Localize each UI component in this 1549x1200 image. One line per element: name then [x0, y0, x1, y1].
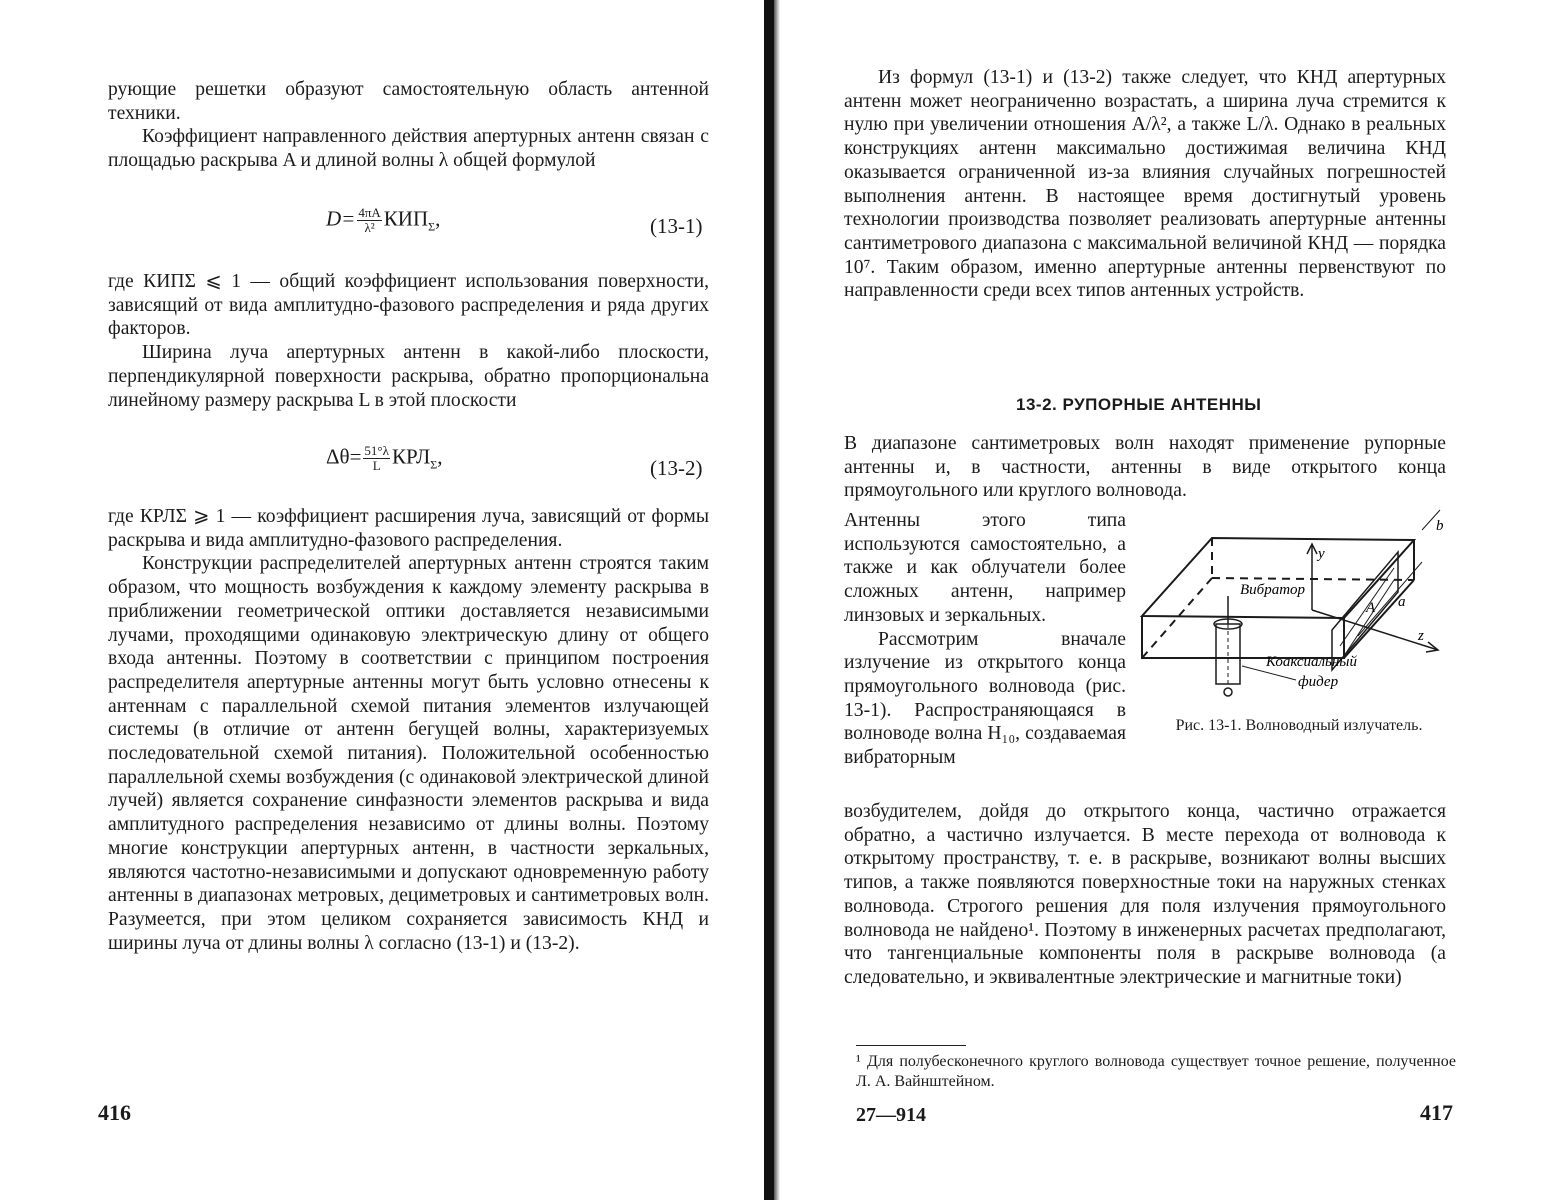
dimension-b-label: b	[1436, 518, 1444, 534]
coax-label-line-1: Коаксиальный	[1266, 654, 1357, 670]
section-heading: 13-2. РУПОРНЫЕ АНТЕННЫ	[1016, 395, 1262, 414]
left-text-bottom	[108, 505, 709, 955]
continuation-paragraph: рующие решетки образуют самостоятельную область антенной техники.	[108, 79, 709, 124]
equation-number-13-1: (13-1)	[650, 214, 703, 238]
formula-1-rhs: КИП	[383, 206, 429, 231]
left-page	[0, 0, 764, 1200]
coax-label-line-2: фидер	[1298, 674, 1339, 690]
formula-2-lhs: Δθ=	[326, 444, 362, 469]
where-2-paragraph: где КРЛΣ ⩾ 1 — коэффициент расширения луча, зависящий от формы раскрыва и вида амплитудно-фазового распределения.	[108, 506, 709, 551]
formula-2-fraction	[363, 444, 390, 473]
constructions-paragraph: Конструкции распределителей апертурных антенн строятся таким образом, что мощность возбуждения к каждому элементу раскрыва в приближении геометрической оптики доставляется независимыми лучами, проходящими одинаковую электрическую длину от общего входа антенны. Поэтому в соответствии с принципом построения распределителя апертурные антенны могут быть условно отнесены к антеннам с параллельной схемой питания элементов излучающей системы (в отличие от антенн бегущей волны, характеризуемых последовательной схемой питания). Положительной особенностью параллельной схемы возбуждения (с одинаковой электрической длиной лучей) является сохранение синфазности элементов раскрыва и вида амплитудного распределения независимо от длины волны. Поэтому многие конструкции апертурных антенн, в частности зеркальных, являются частотно-независимыми и допускают одновременную работу антенны в диапазонах метровых, дециметровых и сантиметровых волн. Разумеется, при этом целиком сохраняется зависимость КНД и ширины луча от длины волны λ согласно (13-1) и (13-2).	[108, 553, 709, 954]
formula-1-denominator: λ²	[364, 220, 375, 235]
z-axis-label: z	[1418, 628, 1424, 644]
formula-2-rhs: КРЛ	[391, 444, 431, 469]
formula-1-subscript: Σ	[428, 219, 436, 234]
formula-1-numerator: 4πA	[358, 205, 381, 220]
right-text-bottom	[844, 800, 1446, 990]
formula-2-denominator: L	[372, 458, 381, 473]
formula-1-tail: ,	[435, 206, 441, 231]
waveguide-figure	[1136, 506, 1456, 706]
range-paragraph: В диапазоне сантиметровых волн находят применение рупорные антенны и, в частности, антенны в виде открытого конца прямоугольного или круглого волновода.	[844, 433, 1446, 502]
waveguide-bottom-edge	[1344, 580, 1414, 658]
left-text-middle	[108, 270, 709, 412]
formula-2-numerator: 51°λ	[364, 443, 389, 458]
hidden-edge-horizontal	[1212, 578, 1414, 580]
left-text-top	[108, 78, 709, 173]
where-1-paragraph: где КИПΣ ⩽ 1 — общий коэффициент использования поверхности, зависящий от вида амплитудно-фазового распределения и ряда других факторов.	[108, 271, 709, 340]
coax-end	[1224, 688, 1232, 696]
continue-paragraph: возбудителем, дойдя до открытого конца, частично отражается обратно, а частично излучается. В месте перехода от волновода к открытому пространству, т. е. в раскрыве, возникают волны высших типов, а также появляются поверхностные токи на наружных стенках волновода. Строгого решения для поля излучения прямоугольного волновода не найдено¹. Поэтому в инженерных расчетах предполагают, что тангенциальные компоненты поля в раскрыве волновода (а следовательно, и эквивалентные электрические и магнитные токи)	[844, 801, 1446, 988]
range-paragraph-block	[844, 432, 1446, 503]
vibrator-label: Вибратор	[1240, 582, 1306, 598]
figure-caption: Рис. 13-1. Волноводный излучатель.	[1175, 717, 1423, 734]
consider-paragraph: Рассмотрим вначале излучение из открытого конца прямоугольного волновода (рис. 13-1). Распространяющаяся в волноводе волна H₁₀, создаваемая вибраторным	[844, 628, 1126, 769]
knd-paragraph: Коэффициент направленного действия апертурных антенн связан с площадью раскрыва A и длиной волны λ общей формулой	[108, 126, 709, 172]
formula-2-tail: ,	[437, 444, 443, 469]
formula-2-subscript: Σ	[430, 457, 438, 472]
aperture-label: A	[1366, 600, 1376, 616]
formula-13-2	[326, 444, 443, 473]
printer-signature: 27—914	[856, 1104, 926, 1126]
y-axis-label: y	[1318, 546, 1325, 562]
footnote-rule	[856, 1045, 966, 1046]
page-number-right: 417	[1420, 1100, 1453, 1125]
beam-width-paragraph: Ширина луча апертурных антенн в какой-либо плоскости, перпендикулярной поверхности раскрыва, обратно пропорциональна линейному размеру раскрыва L в этой плоскости	[108, 342, 709, 411]
hidden-edge-diagonal	[1142, 578, 1212, 658]
book-spine	[764, 0, 774, 1200]
dimension-a-label: a	[1398, 594, 1406, 610]
right-page	[780, 0, 1549, 1200]
footnote: ¹ Для полубесконечного круглого волновода существует точное решение, полученное Л. А. Вайнштейном.	[856, 1053, 1456, 1090]
formula-1-fraction	[357, 206, 381, 235]
page-number-left: 416	[98, 1100, 131, 1125]
used-paragraph: Антенны этого типа используются самостоятельно, а также и как облучатели более сложных антенн, например линзовых и зеркальных.	[844, 510, 1126, 626]
wrapped-text-column	[844, 509, 1126, 770]
formula-13-1	[326, 206, 440, 235]
equation-number-13-2: (13-2)	[650, 456, 703, 480]
formula-1-lhs: D=	[326, 206, 356, 231]
formulas-paragraph: Из формул (13-1) и (13-2) также следует, что КНД апертурных антенн может неограниченно возрастать, а ширина луча стремится к нулю при увеличении отношения A/λ², а также L/λ. Однако в реальных конструкциях антенн максимально достижимая величина КНД оказывается ограниченной из-за влияния случайных погрешностей выполнения антенн. В настоящее время достигнутый уровень технологии производства позволяет реализовать апертурные антенны сантиметрового диапазона с максимальной величиной КНД — порядка 10⁷. Таким образом, именно апертурные антенны первенствуют по направленности среди всех типов антенных устройств.	[844, 67, 1446, 302]
right-text-top	[844, 66, 1446, 303]
